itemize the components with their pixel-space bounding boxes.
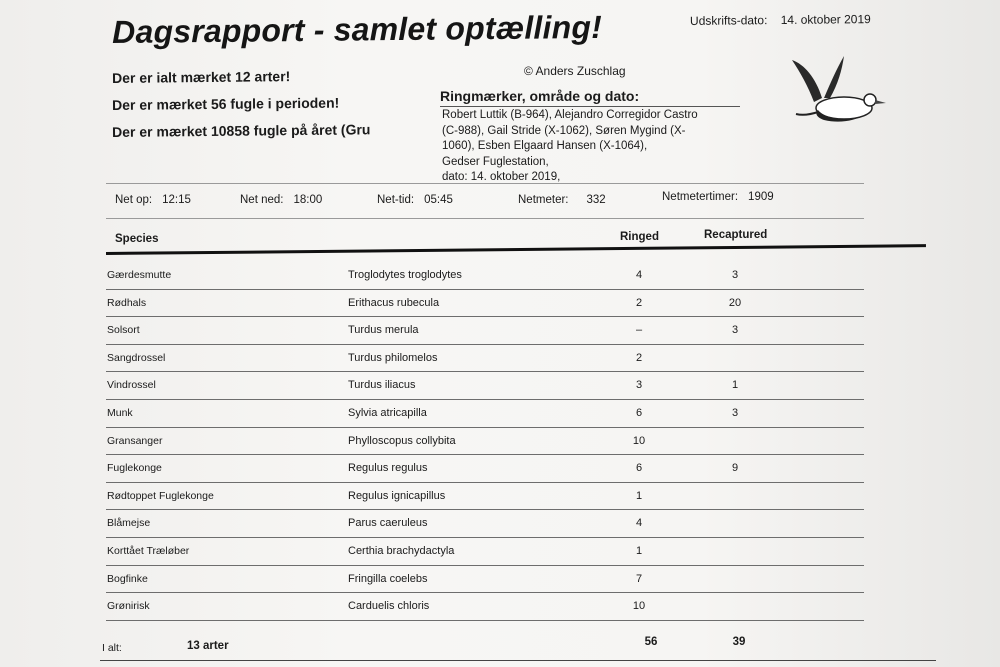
recaptured-count: 20 <box>728 296 742 309</box>
ringed-count: 2 <box>635 296 643 309</box>
ringed-count: 6 <box>635 406 643 419</box>
ringers-heading: Ringmærker, område og dato: <box>440 88 740 107</box>
species-name: Bogfinke <box>107 572 148 585</box>
totals-row <box>0 636 1000 660</box>
species-name: Rødhals <box>107 296 147 309</box>
print-date <box>690 12 871 28</box>
net-ned <box>240 194 322 206</box>
species-latin: Parus caeruleus <box>348 517 428 530</box>
ringers-line: dato: 14. oktober 2019, <box>442 171 561 183</box>
ringers-line: Robert Luttik (B-964), Alejandro Corregidor Castro <box>442 109 698 121</box>
species-latin: Carduelis chloris <box>348 600 430 613</box>
species-name: Solsort <box>107 324 140 337</box>
divider <box>106 218 864 219</box>
table-row <box>0 317 1000 345</box>
species-latin: Troglodytes troglodytes <box>348 269 462 281</box>
species-latin: Turdus philomelos <box>348 351 438 364</box>
row-rule <box>106 620 864 621</box>
ringed-count: 6 <box>635 462 643 475</box>
summary-year-count: Der er mærket 10858 fugle på året (Gru <box>112 121 371 140</box>
ringed-count: 4 <box>635 269 643 281</box>
species-name: Sangdrossel <box>107 351 166 364</box>
recaptured-count: 3 <box>731 406 739 419</box>
bottom-rule <box>100 660 936 661</box>
ringers-line: Gedser Fuglestation, <box>442 155 549 168</box>
column-header-recaptured: Recaptured <box>704 229 768 241</box>
net-op-value: 12:15 <box>162 194 191 206</box>
net-op-label: Net op: <box>115 194 153 206</box>
recaptured-count: 3 <box>731 324 739 337</box>
species-latin: Sylvia atricapilla <box>348 406 427 419</box>
species-name: Blåmejse <box>107 517 151 530</box>
species-latin: Erithacus rubecula <box>348 296 440 309</box>
eider-duck-icon <box>784 54 888 128</box>
netmetertimer <box>662 191 774 203</box>
column-header-ringed: Ringed <box>620 231 659 243</box>
ringed-count: 1 <box>635 544 643 557</box>
species-latin: Phylloscopus collybita <box>348 434 456 447</box>
table-row <box>0 538 1000 566</box>
table-row <box>0 262 1000 290</box>
net-tid-label: Net-tid: <box>377 194 415 206</box>
ringed-count: 4 <box>635 517 643 530</box>
species-latin: Turdus merula <box>348 324 419 337</box>
species-table <box>0 262 1000 621</box>
recaptured-count: 1 <box>731 379 739 392</box>
copyright-notice: © Anders Zuschlag <box>524 64 626 78</box>
print-date-value: 14. oktober 2019 <box>780 12 871 27</box>
table-row <box>0 483 1000 511</box>
ringers-line: 1060), Esben Elgaard Hansen (X-1064), <box>442 140 648 152</box>
ringed-count: 2 <box>635 351 643 364</box>
species-name: Rødtoppet Fuglekonge <box>107 489 214 502</box>
species-name: Munk <box>107 406 133 419</box>
species-latin: Fringilla coelebs <box>348 572 428 585</box>
ringed-count: 1 <box>635 489 643 502</box>
netmeter-label: Netmeter: <box>518 194 569 206</box>
table-row <box>0 593 1000 621</box>
species-name: Gransanger <box>107 434 163 447</box>
totals-recaptured: 39 <box>732 636 746 648</box>
ringed-count: 10 <box>632 600 646 613</box>
netmetertimer-label: Netmetertimer: <box>662 191 739 203</box>
ringed-count: 3 <box>635 379 643 392</box>
species-name: Fuglekonge <box>107 462 162 475</box>
ringed-count: 10 <box>632 434 646 447</box>
netmeter <box>518 194 606 206</box>
net-op <box>115 194 191 206</box>
net-ned-label: Net ned: <box>240 194 284 206</box>
table-row <box>0 400 1000 428</box>
summary-species-count: Der er ialt mærket 12 arter! <box>112 68 291 86</box>
column-header-species: Species <box>115 233 159 245</box>
species-latin: Turdus iliacus <box>348 379 416 392</box>
table-row <box>0 372 1000 400</box>
netmetertimer-value: 1909 <box>748 191 774 203</box>
summary-period-count: Der er mærket 56 fugle i perioden! <box>112 94 340 113</box>
table-row <box>0 345 1000 373</box>
species-name: Korttået Træløber <box>107 544 190 557</box>
species-latin: Certhia brachydactyla <box>348 544 455 557</box>
net-ned-value: 18:00 <box>293 194 323 206</box>
ringed-count: – <box>635 324 643 337</box>
totals-species-count: 13 arter <box>187 640 229 652</box>
species-latin: Regulus regulus <box>348 462 428 475</box>
table-row <box>0 455 1000 483</box>
divider <box>106 183 864 184</box>
table-row <box>0 290 1000 318</box>
species-name: Grønirisk <box>107 600 150 613</box>
net-tid <box>377 194 453 206</box>
totals-ringed: 56 <box>644 636 658 648</box>
species-latin: Regulus ignicapillus <box>348 489 446 502</box>
totals-label: I alt: <box>102 642 122 654</box>
header-rule <box>106 244 926 255</box>
table-row <box>0 428 1000 456</box>
recaptured-count: 3 <box>731 269 739 281</box>
report-title: Dagsrapport - samlet optælling! <box>112 8 603 50</box>
ringers-details <box>442 108 742 186</box>
species-name: Gærdesmutte <box>107 269 172 281</box>
print-date-label: Udskrifts-dato: <box>689 13 768 28</box>
ringers-line: (C-988), Gail Stride (X-1062), Søren Mygind (X- <box>442 124 686 137</box>
netmeter-value: 332 <box>586 194 606 206</box>
net-tid-value: 05:45 <box>424 194 453 206</box>
ringed-count: 7 <box>635 572 643 585</box>
table-row <box>0 510 1000 538</box>
table-row <box>0 566 1000 594</box>
recaptured-count: 9 <box>731 462 739 475</box>
species-name: Vindrossel <box>107 379 156 392</box>
